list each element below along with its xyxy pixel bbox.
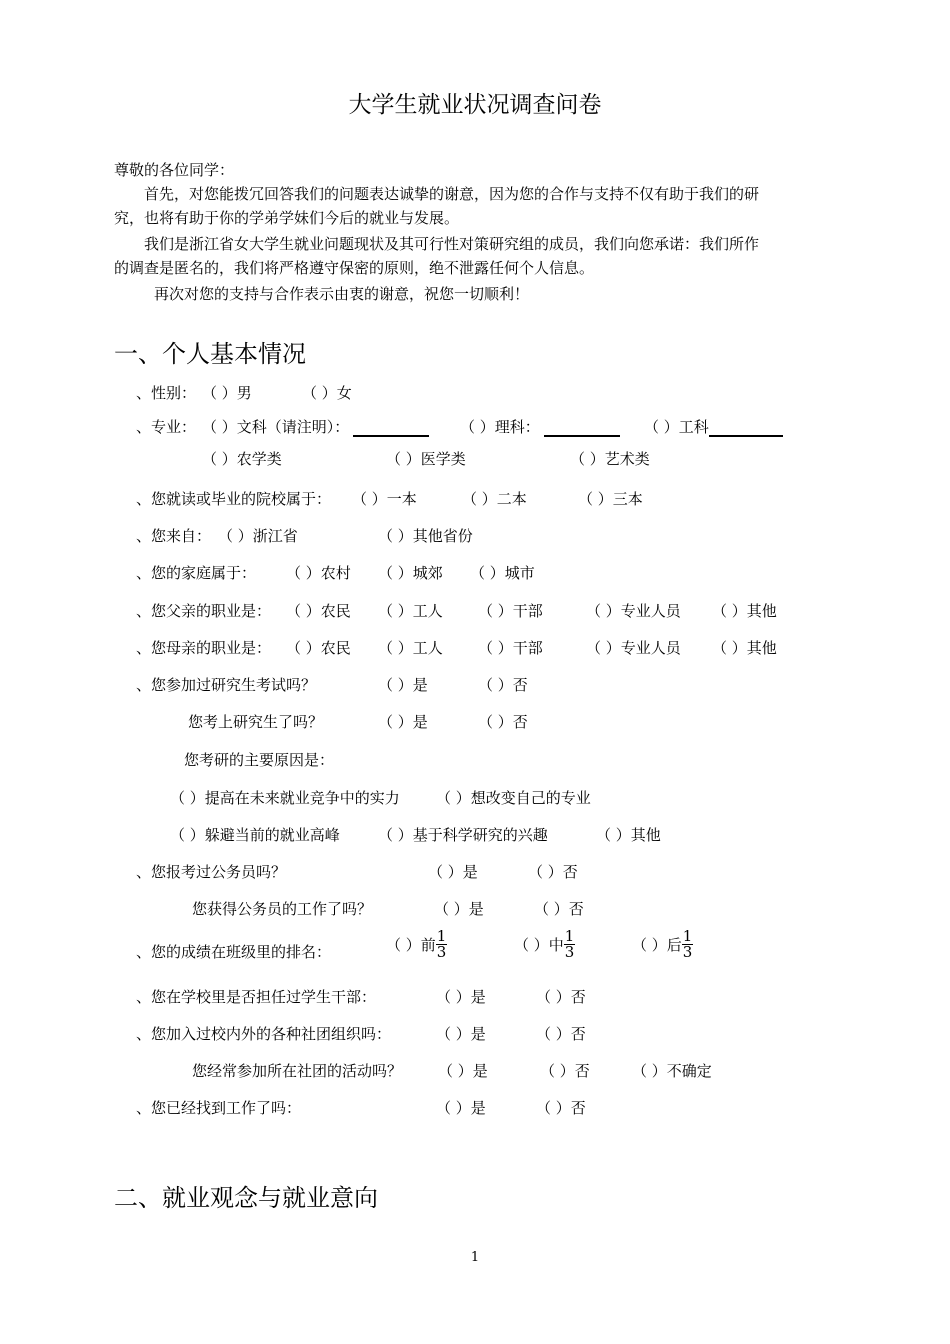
option-agriculture[interactable]: （ ）农学类 [202, 450, 282, 468]
q-club-label: 、您加入过校内外的各种社团组织吗： [136, 1025, 392, 1043]
q-family-label: 、您的家庭属于： [136, 564, 257, 582]
reason-change-major[interactable]: （ ）想改变自己的专业 [436, 789, 591, 807]
liberal-arts-input[interactable] [353, 419, 429, 437]
club-no[interactable]: （ ）否 [536, 1025, 586, 1043]
father-option-professional[interactable]: （ ）专业人员 [586, 602, 681, 620]
fraction-denominator: 3 [682, 943, 693, 961]
engineering-input[interactable] [709, 419, 783, 437]
q-grad-pass-label: 您考上研究生了吗？ [188, 713, 324, 731]
mother-option-cadre[interactable]: （ ）干部 [478, 639, 543, 657]
option-arts[interactable]: （ ）艺术类 [570, 450, 650, 468]
father-option-worker[interactable]: （ ）工人 [378, 602, 443, 620]
mother-option-farmer[interactable]: （ ）农民 [286, 639, 351, 657]
q-mother-label: 、您母亲的职业是： [136, 639, 272, 657]
father-option-other[interactable]: （ ）其他 [712, 602, 777, 620]
option-male[interactable]: （ ）男 [202, 384, 252, 402]
section2-heading: 二、就业观念与就业意向 [114, 1184, 378, 1212]
q-job-label: 、您已经找到工作了吗： [136, 1099, 302, 1117]
option-suburb[interactable]: （ ）城郊 [378, 564, 443, 582]
q-club-active-label: 您经常参加所在社团的活动吗？ [192, 1062, 403, 1080]
grad-exam-no[interactable]: （ ）否 [478, 676, 528, 694]
q-gender-label: 、性别： [136, 384, 197, 402]
father-option-farmer[interactable]: （ ）农民 [286, 602, 351, 620]
section1-heading: 一、个人基本情况 [114, 340, 306, 368]
job-no[interactable]: （ ）否 [536, 1099, 586, 1117]
q-rank-label: 、您的成绩在班级里的排名： [136, 943, 332, 961]
option-city[interactable]: （ ）城市 [470, 564, 535, 582]
civil-got-yes[interactable]: （ ）是 [434, 900, 484, 918]
grad-pass-yes[interactable]: （ ）是 [378, 713, 428, 731]
father-option-cadre[interactable]: （ ）干部 [478, 602, 543, 620]
option-female[interactable]: （ ）女 [302, 384, 352, 402]
job-yes[interactable]: （ ）是 [436, 1099, 486, 1117]
intro-para1-line1: 首先，对您能拨冗回答我们的问题表达诚挚的谢意，因为您的合作与支持不仅有助于我们的研 [144, 185, 760, 203]
option-zhejiang[interactable]: （ ）浙江省 [218, 527, 298, 545]
rank-top-label: （ ）前 [386, 936, 436, 954]
option-rural[interactable]: （ ）农村 [286, 564, 351, 582]
mother-option-other[interactable]: （ ）其他 [712, 639, 777, 657]
fraction-numerator: 1 [436, 927, 447, 945]
club-active-unsure[interactable]: （ ）不确定 [632, 1062, 712, 1080]
q-grad-exam-label: 、您参加过研究生考试吗？ [136, 676, 317, 694]
science-input[interactable] [544, 419, 620, 437]
club-active-yes[interactable]: （ ）是 [438, 1062, 488, 1080]
fraction-denominator: 3 [564, 943, 575, 961]
option-other-province[interactable]: （ ）其他省份 [378, 527, 473, 545]
q-grad-reason-label: 您考研的主要原因是： [184, 751, 335, 769]
rank-middle-option[interactable] [514, 929, 575, 960]
option-science[interactable]: （ ）理科： [460, 418, 540, 436]
intro-para2-line2: 的调查是匿名的，我们将严格遵守保密的原则，绝不泄露任何个人信息。 [114, 259, 595, 277]
option-tier3[interactable]: （ ）三本 [578, 490, 643, 508]
page-number: 1 [470, 1250, 480, 1265]
grad-pass-no[interactable]: （ ）否 [478, 713, 528, 731]
intro-para2-line1: 我们是浙江省女大学生就业问题现状及其可行性对策研究组的成员，我们向您承诺：我们所作 [144, 235, 760, 253]
cadre-no[interactable]: （ ）否 [536, 988, 586, 1006]
greeting: 尊敬的各位同学： [114, 161, 235, 179]
q-school-label: 、您就读或毕业的院校属于： [136, 490, 332, 508]
q-father-label: 、您父亲的职业是： [136, 602, 272, 620]
intro-para3: 再次对您的支持与合作表示由衷的谢意，祝您一切顺利！ [154, 285, 530, 303]
club-active-no[interactable]: （ ）否 [540, 1062, 590, 1080]
reason-competitiveness[interactable]: （ ）提高在未来就业竞争中的实力 [170, 789, 400, 807]
grad-exam-yes[interactable]: （ ）是 [378, 676, 428, 694]
intro-para1-line2: 究，也将有助于你的学弟学妹们今后的就业与发展。 [114, 209, 460, 227]
rank-bottom-label: （ ）后 [632, 936, 682, 954]
option-engineering[interactable]: （ ）工科 [644, 418, 709, 436]
option-tier2[interactable]: （ ）二本 [462, 490, 527, 508]
q-civil-label: 、您报考过公务员吗？ [136, 863, 287, 881]
q-major-label: 、专业： [136, 418, 197, 436]
fraction-denominator: 3 [436, 943, 447, 961]
mother-option-professional[interactable]: （ ）专业人员 [586, 639, 681, 657]
reason-other[interactable]: （ ）其他 [596, 826, 661, 844]
cadre-yes[interactable]: （ ）是 [436, 988, 486, 1006]
rank-top-option[interactable] [386, 929, 447, 960]
q-civil-got-label: 您获得公务员的工作了吗？ [192, 900, 373, 918]
civil-got-no[interactable]: （ ）否 [534, 900, 584, 918]
option-liberal-arts[interactable]: （ ）文科（请注明）： [202, 418, 350, 436]
rank-bottom-option[interactable] [632, 929, 693, 960]
option-tier1[interactable]: （ ）一本 [352, 490, 417, 508]
page-title: 大学生就业状况调查问卷 [348, 92, 602, 118]
q-cadre-label: 、您在学校里是否担任过学生干部： [136, 988, 377, 1006]
civil-no[interactable]: （ ）否 [528, 863, 578, 881]
rank-middle-label: （ ）中 [514, 936, 564, 954]
reason-avoid-peak[interactable]: （ ）躲避当前的就业高峰 [170, 826, 340, 844]
mother-option-worker[interactable]: （ ）工人 [378, 639, 443, 657]
reason-research-interest[interactable]: （ ）基于科学研究的兴趣 [378, 826, 548, 844]
q-origin-label: 、您来自： [136, 527, 212, 545]
fraction-numerator: 1 [564, 927, 575, 945]
club-yes[interactable]: （ ）是 [436, 1025, 486, 1043]
fraction-numerator: 1 [682, 927, 693, 945]
civil-yes[interactable]: （ ）是 [428, 863, 478, 881]
option-medicine[interactable]: （ ）医学类 [386, 450, 466, 468]
